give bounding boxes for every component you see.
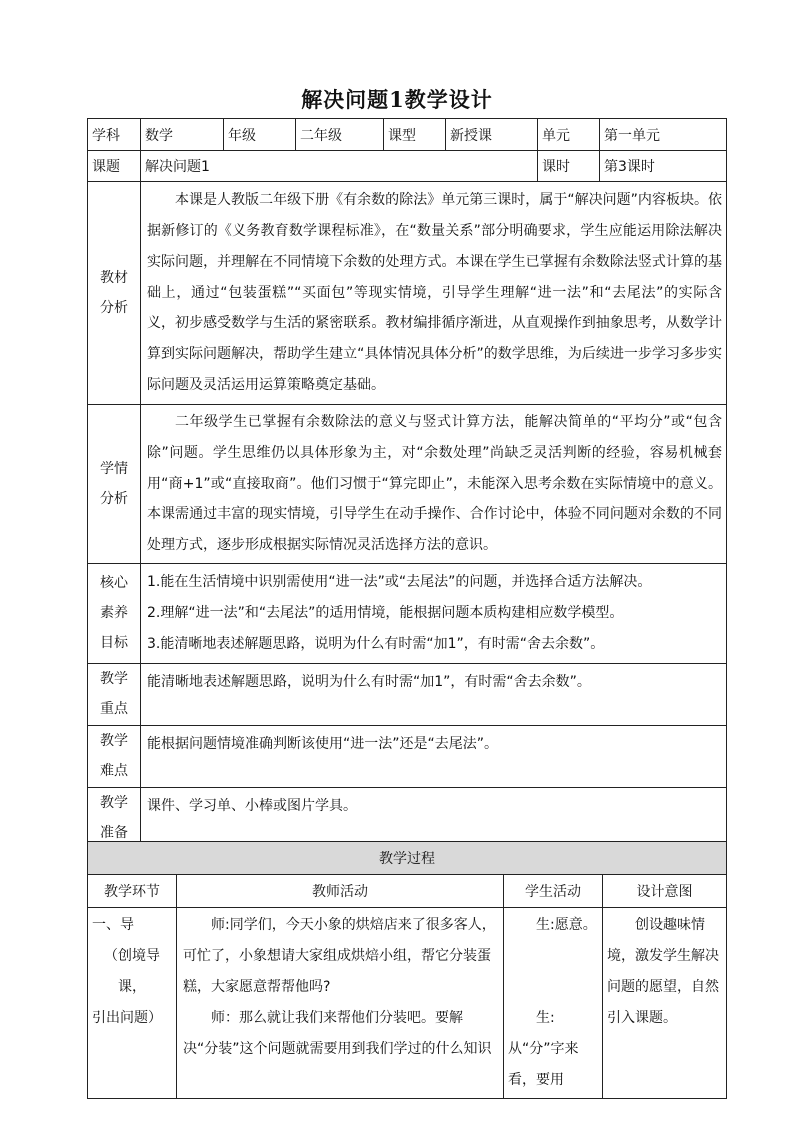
process-header: 教学过程: [88, 842, 727, 875]
student-activity-cell: [504, 908, 603, 1099]
info-row-1: [88, 119, 727, 151]
process-columns-row: [88, 875, 727, 908]
stage-cell: 一、导 （创境导课， 引出问题）: [88, 908, 177, 1099]
teacher-activity-cell: [177, 908, 504, 1099]
subject-value: 数学: [141, 119, 224, 151]
material-analysis-text: 本课是人教版二年级下册《有余数的除法》单元第三课时，属于“解决问题”内容板块。依据新修订的《义务教育数学课程标准》，在“数量关系”部分明确要求，学生应能运用除法解决实际问题，并理解在不同情境下余数的处理方式。本课在学生已掌握有余数除法竖式计算的基础上，通过“包装蛋糕”“买面包”等现实情境，引导学生理解“进一法”和“去尾法”的实际含义，初步感受数学与生活的紧密联系。教材编排循序渐进，从直观操作到抽象思考，从数学计算到实际问题解决，帮助学生建立“具体情况具体分析”的数学思维，为后续进一步学习多步实际问题及灵活运用运算策略奠定基础。: [141, 182, 727, 405]
unit-label: 单元: [538, 119, 600, 151]
preparation-text: 课件、学习单、小棒或图片学具。: [141, 787, 727, 848]
period-value: 第3课时: [600, 151, 727, 182]
page-title: 解决问题1教学设计: [301, 87, 493, 112]
process-header-row: [88, 842, 727, 875]
column-student: 学生活动: [504, 875, 603, 908]
topic-value: 解决问题1: [141, 151, 538, 182]
column-teacher: 教师活动: [177, 875, 504, 908]
student-response: 生:从“分”字来看，要用: [508, 1010, 579, 1088]
grade-value: 二年级: [296, 119, 384, 151]
student-response: 生:愿意。: [536, 917, 597, 933]
goals-list: [141, 563, 727, 663]
column-stage: 教学环节: [88, 875, 177, 908]
info-row-2: [88, 151, 727, 182]
student-analysis-row: [88, 405, 727, 564]
material-label: 教材 分析: [88, 182, 141, 405]
design-intent-cell: [603, 908, 727, 1099]
teacher-paragraph: 师：那么就让我们来帮他们分装吧。要解决“分装”这个问题就需要用到我们学过的什么知识: [183, 1010, 492, 1057]
goal-item: 2.理解“进一法”和“去尾法”的适用情境，能根据问题本质构建相应数学模型。: [147, 604, 624, 621]
preparation-label: 教学 准备: [88, 787, 141, 848]
type-value: 新授课: [446, 119, 538, 151]
key-points-text: 能清晰地表述解题思路，说明为什么有时需“加1”，有时需“舍去余数”。: [141, 663, 727, 725]
column-intent: 设计意图: [603, 875, 727, 908]
grade-label: 年级: [224, 119, 296, 151]
preparation-row: [88, 787, 727, 848]
teaching-process-table: [87, 841, 727, 1099]
goal-item: 1.能在生活情境中识别需使用“进一法”或“去尾法”的问题，并选择合适方法解决。: [147, 573, 652, 590]
difficulties-text: 能根据问题情境准确判断该使用“进一法”还是“去尾法”。: [141, 725, 727, 787]
difficulties-row: [88, 725, 727, 787]
design-intent-text: 创设趣味情境，激发学生解决问题的愿望，自然引入课题。: [607, 917, 719, 1026]
unit-value: 第一单元: [600, 119, 727, 151]
difficulties-label: 教学 难点: [88, 725, 141, 787]
material-analysis-row: [88, 182, 727, 405]
goals-label: 核心 素养 目标: [88, 563, 141, 663]
key-points-row: [88, 663, 727, 725]
topic-label: 课题: [88, 151, 141, 182]
process-row: [88, 908, 727, 1099]
students-label: 学情 分析: [88, 405, 141, 564]
student-analysis-text: 二年级学生已掌握有余数除法的意义与竖式计算方法，能解决简单的“平均分”或“包含除”问题。学生思维仍以具体形象为主，对“余数处理”尚缺乏灵活判断的经验，容易机械套用“商+1”或“直接取商”。他们习惯于“算完即止”，未能深入思考余数在实际情境中的意义。本课需通过丰富的现实情境，引导学生在动手操作、合作讨论中，体验不同问题对余数的不同处理方式，逐步形成根据实际情况灵活选择方法的意识。: [141, 405, 727, 564]
goals-row: [88, 563, 727, 663]
teacher-paragraph: 师:同学们，今天小象的烘焙店来了很多客人，可忙了，小象想请大家组成烘焙小组，帮它分装蛋糕，大家愿意帮帮他吗?: [183, 917, 496, 995]
subject-label: 学科: [88, 119, 141, 151]
key-points-label: 教学 重点: [88, 663, 141, 725]
goal-item: 3.能清晰地表述解题思路，说明为什么有时需“加1”，有时需“舍去余数”。: [147, 635, 605, 652]
period-label: 课时: [538, 151, 600, 182]
lesson-info-table: [87, 118, 727, 849]
type-label: 课型: [384, 119, 446, 151]
